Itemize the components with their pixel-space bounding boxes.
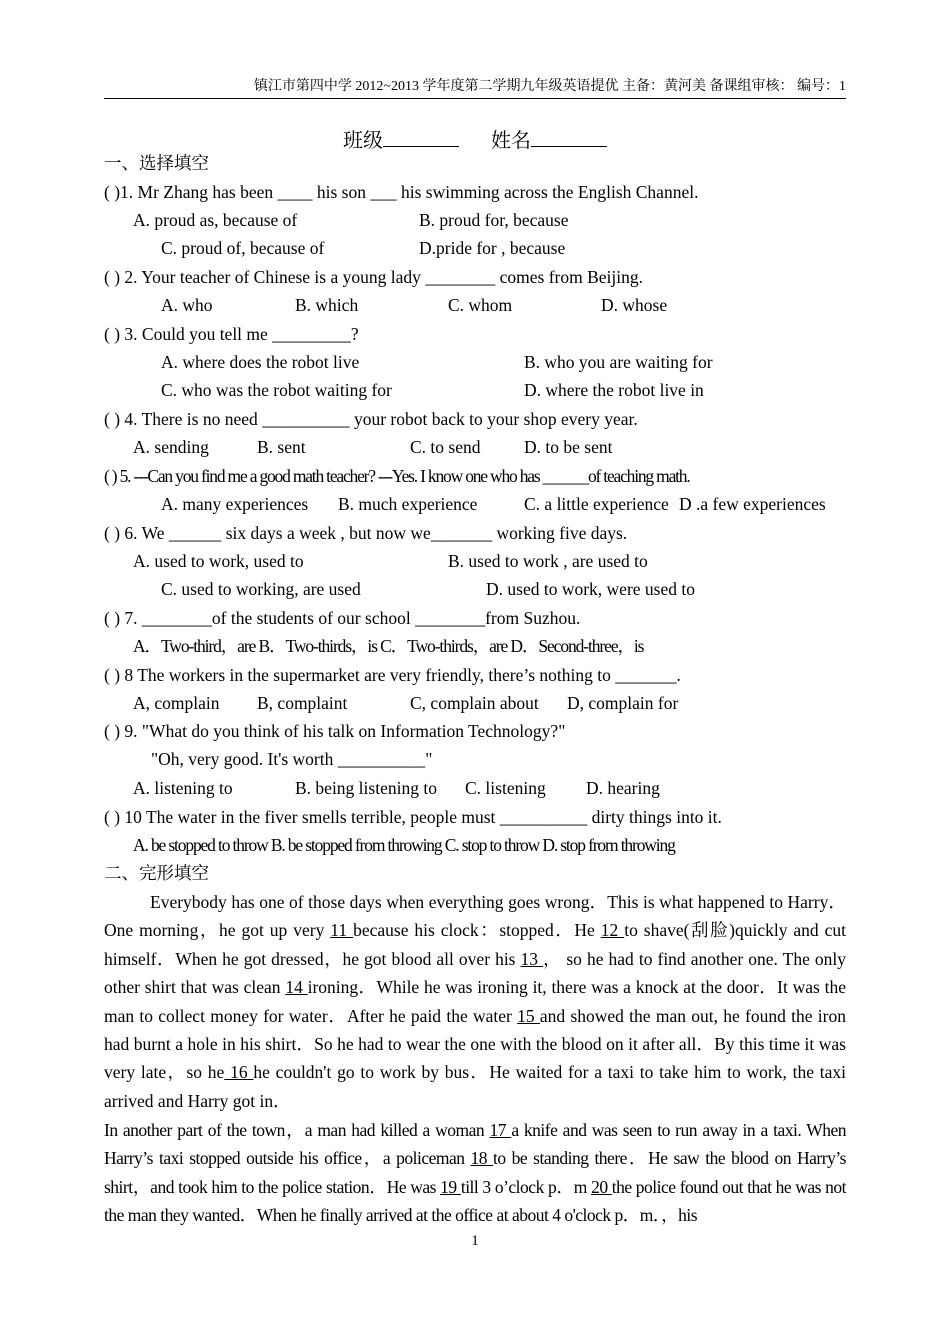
q2-option-b: B. which bbox=[295, 295, 359, 315]
q5-option-c: C. a little experience bbox=[524, 494, 669, 514]
class-blank[interactable] bbox=[383, 128, 459, 147]
q1-option-a: A. proud as, because of bbox=[133, 210, 298, 230]
q3-option-c: C. who was the robot waiting for bbox=[161, 380, 392, 400]
q3-option-b: B. who you are waiting for bbox=[524, 352, 713, 372]
q9-option-a: A. listening to bbox=[133, 778, 233, 798]
question-4: ( ) 4. There is no need __________ your robot back to your shop every year. bbox=[104, 409, 638, 429]
question-9-response: "Oh, very good. It's worth __________" bbox=[151, 749, 433, 769]
q4-option-a: A. sending bbox=[133, 437, 209, 457]
question-1: ( )1. Mr Zhang has been ____ his son ___ his swimming across the English Channel. bbox=[104, 182, 699, 202]
question-7: ( ) 7. ________of the students of our school ________from Suzhou. bbox=[104, 608, 581, 628]
q6-option-b: B. used to work , are used to bbox=[448, 551, 648, 571]
cloze-blank-16: 16 bbox=[224, 1062, 254, 1083]
q6-option-d: D. used to work, were used to bbox=[486, 579, 695, 599]
page-number: 1 bbox=[471, 1233, 479, 1249]
question-9: ( ) 9. "What do you think of his talk on Information Technology?" bbox=[104, 721, 566, 741]
question-6: ( ) 6. We ______ six days a week , but now we_______ working five days. bbox=[104, 523, 628, 543]
q8-option-d: D, complain for bbox=[567, 693, 679, 713]
question-3: ( ) 3. Could you tell me _________? bbox=[104, 324, 359, 344]
cloze-blank-18: 18 bbox=[470, 1148, 494, 1169]
cloze-text: to shave(刮脸)quickly and cut himself．When he got dressed，he got blood all over his bbox=[104, 920, 846, 969]
question-2: ( ) 2. Your teacher of Chinese is a young lady ________ comes from Beijing. bbox=[104, 267, 644, 287]
cloze-blank-14: 14 bbox=[285, 977, 308, 998]
q2-option-c: C. whom bbox=[448, 295, 513, 315]
name-blank[interactable] bbox=[531, 128, 607, 147]
cloze-text: In another part of the town，a man had killed a woman bbox=[104, 1120, 490, 1140]
cloze-blank-15: 15 bbox=[517, 1005, 540, 1026]
cloze-blank-13: 13 bbox=[520, 948, 544, 969]
cloze-text: ， so he had to find another one. The only other shirt that was clean bbox=[104, 948, 847, 998]
q1-option-b: B. proud for, because bbox=[419, 210, 569, 230]
q1-option-d: D.pride for , because bbox=[419, 238, 566, 258]
q4-option-d: D. to be sent bbox=[524, 437, 613, 457]
cloze-text: the police found out that he was not the man they wanted．When he finally arrived at the office at about 4 o'clock p．m．，his bbox=[104, 1176, 847, 1226]
question-5: ( ) 5. ---Can you find me a good math teacher? ---Yes. I know one who has ______of teaching math. bbox=[104, 466, 690, 486]
q9-option-d: D. hearing bbox=[586, 778, 660, 798]
q8-option-c: C, complain about bbox=[410, 693, 539, 713]
q4-option-c: C. to send bbox=[410, 437, 481, 457]
cloze-text: and showed the man out, he found the iron had burnt a hole in his shirt．So he had to wear the one with the blood on it after all．By this time it was very late，so he bbox=[104, 1005, 846, 1083]
cloze-text: he couldn't go to work by bus．He waited for a taxi to take him to work, the taxi arrived and Harry got in． bbox=[104, 1062, 847, 1111]
q6-option-c: C. used to working, are used bbox=[161, 579, 361, 599]
page-header: 镇江市第四中学 2012~2013 学年度第二学期九年级英语提优 主备：黄河美 备课组审核： 编号：1 bbox=[104, 78, 846, 99]
cloze-text: Everybody has one of those days when everything goes wrong．This is what happened to Harry．One morning，he got up very bbox=[104, 892, 846, 941]
q5-option-b: B. much experience bbox=[338, 494, 478, 514]
q8-option-a: A, complain bbox=[133, 693, 220, 713]
q5-option-a: A. many experiences bbox=[161, 494, 309, 514]
q2-option-d: D. whose bbox=[601, 295, 668, 315]
q10-options: A. be stopped to throw B. be stopped from throwing C. stop to throw D. stop from throwing bbox=[133, 835, 675, 855]
cloze-blank-20: 20 bbox=[591, 1176, 612, 1197]
cloze-paragraph-2 bbox=[104, 1116, 846, 1230]
page-title bbox=[0, 124, 950, 153]
cloze-text: a knife and was seen to run away in a taxi. When Harry’s taxi stopped outside his office，a policeman bbox=[104, 1120, 846, 1169]
q1-option-c: C. proud of, because of bbox=[161, 238, 325, 258]
cloze-text: ironing．While he was ironing it, there was a knock at the door．It was the man to collect money for water．After he paid the water bbox=[104, 977, 847, 1026]
q6-option-a: A. used to work, used to bbox=[133, 551, 304, 571]
cloze-paragraph-1 bbox=[104, 888, 846, 1115]
q3-option-a: A. where does the robot live bbox=[161, 352, 360, 372]
cloze-text: because his clock：stopped．He bbox=[353, 920, 601, 941]
q4-option-b: B. sent bbox=[257, 437, 306, 457]
section-heading-cloze: 二、完形填空 bbox=[104, 863, 209, 883]
cloze-blank-19: 19 bbox=[440, 1176, 461, 1197]
cloze-blank-11: 11 bbox=[330, 920, 354, 941]
q8-option-b: B, complaint bbox=[257, 693, 348, 713]
cloze-blank-12: 12 bbox=[600, 920, 625, 941]
class-label: 班级 bbox=[343, 130, 383, 152]
question-8: ( ) 8 The workers in the supermarket are very friendly, there’s nothing to _______. bbox=[104, 665, 681, 685]
q9-option-c: C. listening bbox=[465, 778, 546, 798]
question-10: ( ) 10 The water in the fiver smells terrible, people must __________ dirty things into it. bbox=[104, 807, 722, 827]
cloze-text: to be standing there．He saw the blood on Harry’s shirt，and took him to the police station．He was bbox=[104, 1148, 846, 1197]
q9-option-b: B. being listening to bbox=[295, 778, 437, 798]
section-heading-choice: 一、选择填空 bbox=[104, 153, 209, 173]
q2-option-a: A. who bbox=[161, 295, 213, 315]
q3-option-d: D. where the robot live in bbox=[524, 380, 704, 400]
cloze-text: till 3 o’clock p．m bbox=[460, 1176, 592, 1197]
q5-option-d: D .a few experiences bbox=[679, 494, 826, 514]
cloze-blank-17: 17 bbox=[489, 1120, 512, 1140]
q7-options: A．Two-third，are B．Two-thirds，is C．Two-thirds，are D．Second-three，is bbox=[133, 636, 644, 656]
name-label: 姓名 bbox=[491, 130, 531, 152]
